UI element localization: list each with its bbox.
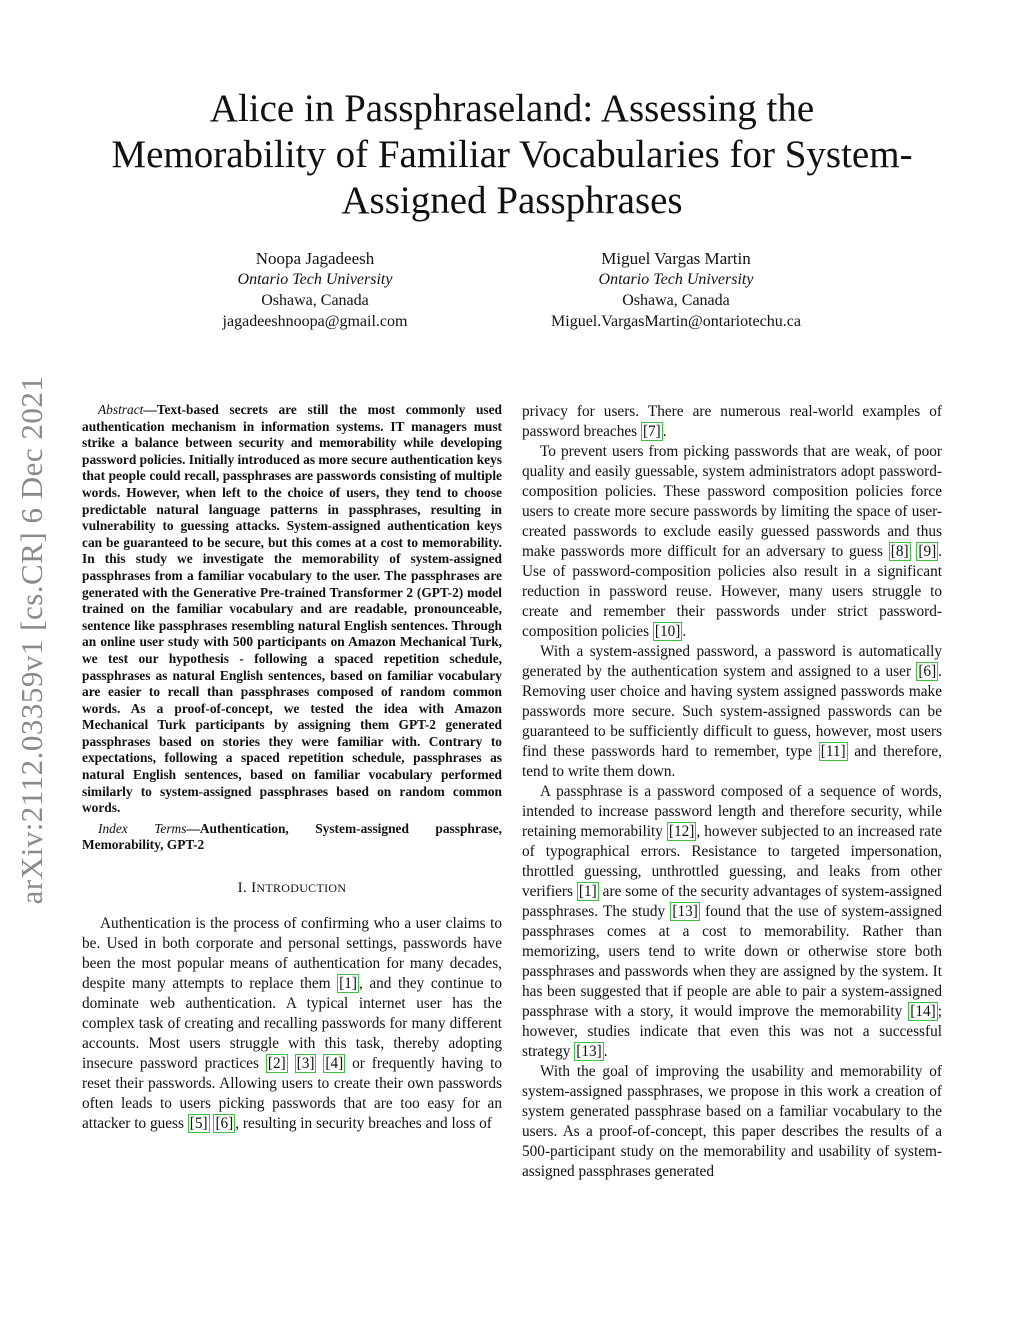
citation-link[interactable]: [6] [215,1115,234,1133]
citation-link[interactable]: [12] [668,823,695,840]
author-name: Miguel Vargas Martin [601,249,751,268]
intro-paragraph-3: With a system-assigned password, a password is automatically generated by the authentication system and assigned to a user [6] . Removing user choice and having system assigned passwords make passwords more secure. Such system-assigned passwords can be guaranteed to be sufficiently difficult to guess, however, most users find these passwords hard to remember, type [11] and therefore, tend to write them down. [522,643,942,780]
section-title-rest: NTRODUCTION [256,881,347,896]
intro-paragraph-2: To prevent users from picking passwords that are weak, of poor quality and easily guessable, system administrators adopt password-composition policies. These password composition policies force users to create more secure passwords by limiting the space of user-created passwords to exclude easily guessed passwords and thus make passwords more difficult for an adversary to guess [8] [9] . Use of password-composition policies also result in a significant reduction in password reuse. However, many users struggle to create and remember their passwords under strict password-composition policies [10] . [522,443,943,640]
intro-paragraph-continued: privacy for users. There are numerous real-world examples of password breaches [7] . [522,403,942,440]
intro-paragraph-5: With the goal of improving the usability and memorability of system-assigned passphrases, we propose in this work a creation of system generated passphrase based on a familiar vocabulary to the users. As a proof-of-concept, this paper describes the results of a 500-participant study on the memorability and usability of system-assigned passphrases generated [522,1063,942,1180]
citation-link[interactable]: [14] [910,1003,936,1020]
citation-link[interactable]: [13] [672,903,698,920]
citation-link[interactable]: [1] [578,883,597,900]
author-location: Oshawa, Canada [622,292,730,309]
abstract-text: Text-based secrets are still the most commonly used authentication mechanism in information systems. IT managers must strike a balance between security and memorability while developing password policies. Initially introduced as more secure authentication keys that people could recall, passphrases are passwords consisting of multiple words. However, when left to the choice of users, they tend to choose predictable natural language patterns in passphrases, resulting in vulnerability to guessing attacks. System-assigned authentication keys can be guaranteed to be secure, but this comes at a cost to memorability. In this study we investigate the memorability of system-assigned passphrases from a familiar vocabulary to the user. The passphrases are generated with the Generative Pre-trained Transformer 2 (GPT-2) model trained on the familiar vocabulary and are readable, pronounceable, sentence like passphrases resembling natural English sentences. Through an online user study with 500 participants on Amazon Mechanical Turk, we test our hypothesis - following a spaced repetition schedule, passphrases as natural English sentences, based on familiar vocabulary are easier to recall than passphrases composed of random common words. As a proof-of-concept, we tested the idea with Amazon Mechanical Turk participants by assigning them GPT-2 generated passphrases based on stories they were familiar with. Contrary to expectations, following a spaced repetition schedule, passphrases as natural English sentences, based on familiar vocabulary performed similarly to system-assigned passphrases based on random common words. [82,402,502,816]
index-terms-label: Index Terms [98,820,187,836]
author-affiliation: Ontario Tech University [598,271,754,288]
abstract-label: Abstract [98,402,144,417]
index-terms: Index Terms—Authentication, System-assigned passphrase, Memorability, GPT-2 [82,820,502,853]
author-block-1 [165,248,465,332]
right-column [522,402,942,1182]
section-heading-introduction [82,878,502,898]
citation-link[interactable]: [11] [820,743,846,760]
intro-paragraph-4: A passphrase is a password composed of a sequence of words, intended to increase password length and therefore security, while retaining memorability [12] , however subjected to an increased rate of typographical errors. Resistance to targeted impersonation, throttled guessing, unthrottled guessing, and leaks from other verifiers [1] are some of the security advantages of system-assigned passphrases. The study [13] found that the use of system-assigned passphrases comes at a cost to memorability. Rather than memorizing, users tend to write down or otherwise store both passphrases and passwords when they are assigned by the system. It has been suggested that if people are able to pair a system-assigned passphrase with a story, it would improve the memorability [14] ; however, studies indicate that even this was not a successful strategy [13] . [522,783,943,1060]
citation-link[interactable]: [1] [339,975,357,993]
section-title-initial: I [251,880,257,897]
citation-link[interactable]: [13] [576,1043,602,1060]
author-location: Oshawa, Canada [261,292,369,309]
left-column [82,402,502,1134]
citation-link[interactable]: [8] [890,543,909,560]
citation-link[interactable]: [4] [325,1055,344,1073]
citation-link[interactable]: [10] [654,623,681,640]
citation-link[interactable]: [6] [918,663,937,680]
author-email[interactable]: jagadeeshnoopa@gmail.com [222,313,408,330]
citation-link[interactable]: [7] [642,423,661,440]
citation-link[interactable]: [9] [918,543,937,560]
citation-link[interactable]: [2] [267,1055,286,1073]
author-name: Noopa Jagadeesh [255,249,375,268]
author-affiliation: Ontario Tech University [237,271,393,288]
abstract: Abstract—Text-based secrets are still the most commonly used authentication mechanism in information systems. IT managers must strike a balance between security and memorability while developing password policies. Initially introduced as more secure authentication keys that people could recall, passphrases are passwords consisting of multiple words. However, when left to the choice of users, they tend to choose predictable natural language patterns in passphrases, resulting in vulnerability to guessing attacks. System-assigned authentication keys can be guaranteed to be secure, but this comes at a cost to memorability. In this study we investigate the memorability of system-assigned passphrases from a familiar vocabulary to the user. The passphrases are generated with the Generative Pre-trained Transformer 2 (GPT-2) model trained on the familiar vocabulary and are readable, pronounceable, sentence like passphrases resembling natural English sentences. Through an online user study with 500 participants on Amazon Mechanical Turk, we test our hypothesis - following a spaced repetition schedule, passphrases as natural English sentences, based on familiar vocabulary are easier to recall than passphrases composed of random common words. As a proof-of-concept, we tested the idea with Amazon Mechanical Turk participants by assigning them GPT-2 generated passphrases based on stories they were familiar with. Contrary to expectations, following a spaced repetition schedule, passphrases as natural English sentences, based on familiar vocabulary performed similarly to system-assigned passphrases based on random common words. [82,402,502,816]
author-block-2 [526,248,826,332]
author-email[interactable]: Miguel.VargasMartin@ontariotechu.ca [551,313,801,330]
citation-link[interactable]: [5] [189,1115,208,1133]
arxiv-identifier: arXiv:2112.03359v1 [cs.CR] 6 Dec 2021 [14,375,49,905]
index-terms-text: Authentication, System-assigned passphrase, Memorability, GPT-2 [82,820,502,853]
paper-title: Alice in Passphraseland: Assessing the Memorability of Familiar Vocabularies for System-Assigned Passphrases [111,87,913,222]
citation-link[interactable]: [3] [296,1055,315,1073]
intro-paragraph-1: Authentication is the process of confirming who a user claims to be. Used in both corporate and personal settings, passwords have been the most popular means of authentication for many decades, despite many attempts to replace them [1] , and they continue to dominate web authentication. A typical internet user has the complex task of creating and recalling passwords for many different accounts. Most users struggle with this task, thereby adopting insecure password practices [2] [3] [4] or frequently having to reset their passwords. Allowing users to create their own passwords often leads to users picking passwords that are too easy for an attacker to guess [5] [6] , resulting in security breaches and loss of [82,915,503,1133]
section-number: I. [237,880,248,897]
